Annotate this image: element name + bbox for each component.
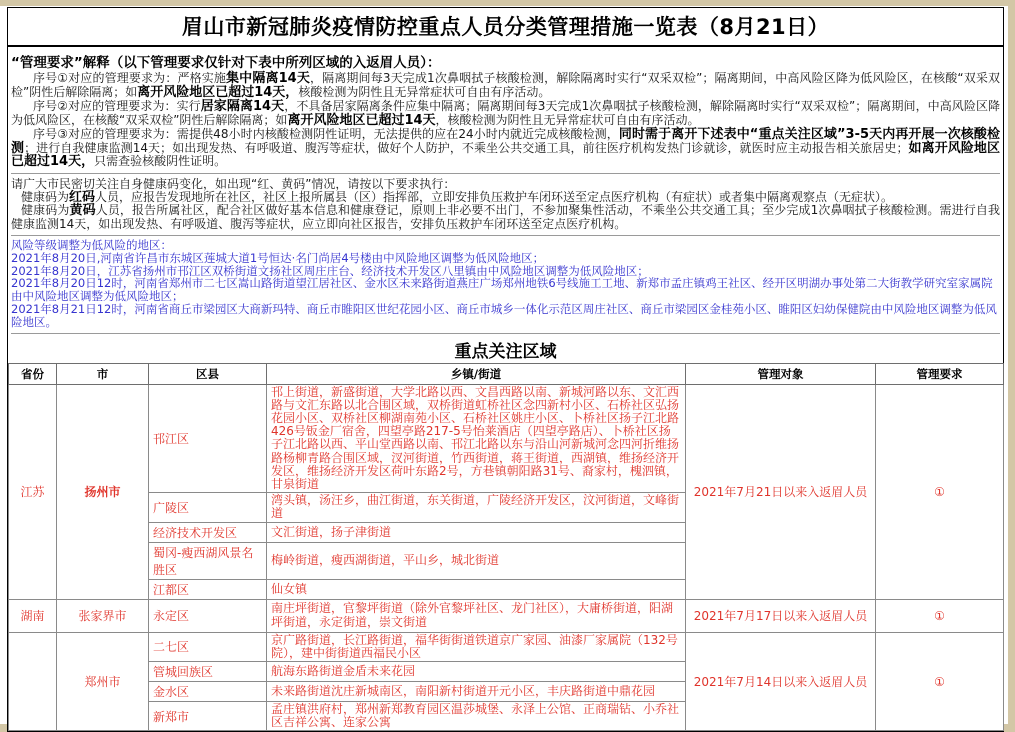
requirement-item-3 (11, 128, 1000, 169)
table-row (9, 632, 1004, 661)
section-divider-2 (11, 235, 1000, 236)
city-cell: 扬州市 (57, 384, 149, 599)
district-cell: 管城回族区 (149, 662, 267, 682)
risk-adjust-section (11, 239, 1000, 329)
yellowcode-bold: 黄码 (69, 203, 96, 218)
req2-text: 序号②对应的管理要求为：实行 (33, 99, 201, 113)
risk-adjust-line-2: 2021年8月20日，江苏省扬州市邗江区双桥街道文扬社区周庄庄台、经济技术开发区八里镇由中风险地区调整为低风险地区； (11, 263, 649, 278)
page-title: 眉山市新冠肺炎疫情防控重点人员分类管理措施一览表（8月21日） (8, 8, 1003, 47)
province-cell: 湖南 (9, 599, 57, 632)
streets-cell: 未来路街道沈庄新城南区，南阳新村街道开元小区，丰庆路街道中鼎花园 (267, 682, 686, 702)
district-cell: 经济技术开发区 (149, 522, 267, 542)
streets-cell: 湾头镇，汤汪乡，曲江街道，东关街道，广陵经济开发区，汶河街道，文峰街道 (267, 493, 686, 522)
city-cell: 张家界市 (57, 599, 149, 632)
table-header-row (9, 363, 1004, 384)
district-cell: 江都区 (149, 579, 267, 599)
streets-cell: 文汇街道，扬子津街道 (267, 522, 686, 542)
streets-cell: 京广路街道，长江路街道，福华街街道铁道京广家园、油漆厂家属院（132号院），建中街街道西福民小区 (267, 632, 686, 661)
col-header-city: 市 (57, 363, 149, 384)
req1-bold-2: 离开风险地区已超过14天， (137, 84, 299, 100)
req1-text: 序号①对应的管理要求为：严格实施 (33, 71, 227, 85)
req3-text: 序号③对应的管理要求为：需提供48小时内核酸检测阴性证明，无法提供的应在24小时内就近完成核酸检测， (33, 127, 619, 141)
section-divider-3 (11, 333, 1000, 334)
streets-cell: 梅岭街道，瘦西湖街道，平山乡，城北街道 (267, 542, 686, 579)
requirement-cell: ① (876, 384, 1004, 599)
col-header-streets: 乡镇/街道 (267, 363, 686, 384)
requirements-heading: “管理要求”解释（以下管理要求仅针对下表中所列区域的入返眉人员）： (11, 55, 441, 71)
streets-cell: 孟庄镇洪府村，郑州新郑教育园区温莎城堡、永泽上公馆、正商瑞钻、小乔社区吉祥公寓、连家公寓 (267, 702, 686, 731)
streets-cell: 航海东路街道金盾未来花园 (267, 662, 686, 682)
streets-cell: 南庄坪街道，官黎坪街道（除外官黎坪社区、龙门社区），大庸桥街道，阳湖坪街道，永定街道，崇文街道 (267, 599, 686, 632)
req1-text-3: 核酸检测为阴性且无异常症状可自由有序活动。 (298, 84, 551, 99)
req1-text-2: ，隔离期间每3天完成1次鼻咽拭子核酸检测，解除隔离时实行“双采双检”；隔离期间，中高风险区降为低风险区，在核酸“双采双检”阴性后解除隔离；如 (11, 71, 1000, 99)
redcode-paragraph (11, 191, 1000, 205)
risk-adjust-line-4: 2021年8月21日12时，河南省商丘市梁园区大商新玛特、商丘市睢阳区世纪花园小区、商丘市城乡一体化示范区周庄社区、商丘市梁园区金桂苑小区、睢阳区妇幼保健院由中风险地区调整为低风险地区。 (11, 301, 997, 329)
table-row (9, 384, 1004, 493)
city-cell: 郑州市 (57, 632, 149, 731)
district-cell: 二七区 (149, 632, 267, 661)
yellowcode-text-2: 人员，报告所属社区，配合社区做好基本信息和健康登记，原则上非必要不出门，不参加聚集性活动，不乘坐公共交通工具；至少完成1次鼻咽拭子核酸检测。需进行自我健康监测14天，如出现发热、有呼吸道、腹泻等症状，应立即向社区报告，安排负压救护车闭环送至定点医疗机构。 (11, 203, 1000, 231)
notice-document (7, 7, 1004, 732)
district-cell: 蜀冈-瘦西湖风景名胜区 (149, 542, 267, 579)
district-cell: 永定区 (149, 599, 267, 632)
streets-cell: 仙女镇 (267, 579, 686, 599)
requirement-item-2 (11, 100, 1000, 127)
province-cell: 江苏 (9, 384, 57, 599)
district-cell: 新郑市 (149, 702, 267, 731)
healthcode-heading: 请广大市民密切关注自身健康码变化，如出现“红、黄码”情况，请按以下要求执行： (11, 176, 456, 191)
section-divider-1 (11, 173, 1000, 174)
district-cell: 邗江区 (149, 384, 267, 493)
redcode-text: 健康码为 (21, 189, 70, 204)
risk-adjust-heading: 风险等级调整为低风险的地区： (11, 238, 172, 252)
table-row (9, 599, 1004, 632)
req3-bold-2: 如离开风险地区已超过14天， (11, 140, 1000, 169)
req3-text-3: 只需查验核酸阴性证明。 (94, 154, 227, 168)
district-cell: 广陵区 (149, 493, 267, 522)
risk-adjust-line-3: 2021年8月20日12时，河南省郑州市二七区嵩山路街道望江居社区、金水区未来路街道燕庄广场郑州地铁6号线施工工地、新郑市孟庄镇鸡王社区、经开区明湖办事处第二大街教学研究室家属院由中风险地区调整为低风险地区； (11, 276, 993, 304)
requirement-cell: ① (876, 599, 1004, 632)
req2-bold-2: 离开风险地区已超过14天 (287, 112, 436, 128)
focus-areas-table (8, 363, 1004, 732)
streets-cell: 邗上街道，新盛街道，大学北路以西、文昌西路以南、新城河路以东、文汇西路与文汇东路以北合围区域，双桥街道虹桥社区念四新村小区、石桥社区弘扬花园小区、双桥社区柳湖南苑小区、石桥社区姚庄小区、卜桥社区扬子江北路426号钣金厂宿舍，四望亭路217-5号怡莱酒店（四望亭路店）、卜桥社区扬子江北路以西、平山堂西路以南、邗江北路以东与沿山河新城河念四河折维扬路杨柳青路合围区域，汊河街道，竹西街道，蒋王街道，西湖镇，维扬经济开发区，维扬经济开发区荷叶东路2号，方巷镇朝阳路31号、裔家村，槐泗镇，甘泉街道 (267, 384, 686, 493)
subject-cell: 2021年7月17日以来入返眉人员 (686, 599, 876, 632)
redcode-text-2: 人员，应报告发现地所在社区，社区上报所属县（区）指挥部，立即安排负压救护车闭环送至定点医疗机构（有症状）或者集中隔离观察点（无症状）。 (95, 189, 894, 204)
req3-bold-1: 同时需于离开下述表中“重点关注区域”3-5天内再开展一次核酸检测 (11, 127, 1000, 156)
req2-text-3: ，核酸检测为阴性且无异常症状可自由有序活动。 (435, 112, 700, 127)
subject-cell: 2021年7月14日以来入返眉人员 (686, 632, 876, 731)
req2-bold-1: 居家隔离14天 (200, 99, 285, 114)
requirement-cell: ① (876, 632, 1004, 731)
req3-text-2: ；进行自我健康监测14天；如出现发热、有呼吸道、腹泻等症状，做好个人防护，不乘坐公共交通工具，前往医疗机构发热门诊就诊，就医时应主动报告相关旅居史； (24, 140, 909, 155)
risk-adjust-line-1: 2021年8月20日,河南省许昌市东城区莲城大道1号恒达·名门尚居4号楼由中风险地区调整为低风险地区； (11, 250, 545, 265)
req1-bold-1: 集中隔离14天 (226, 71, 310, 86)
req2-text-2: ，不具备居家隔离条件应集中隔离；隔离期间每3天完成1次鼻咽拭子核酸检测，解除隔离时实行“双采双检”；隔离期间，中高风险区降为低风险区，在核酸“双采双检”阴性后解除隔离；如 (11, 99, 1001, 127)
yellowcode-paragraph (11, 204, 1000, 231)
yellowcode-text: 健康码为 (21, 203, 70, 217)
requirement-item-1 (11, 72, 1000, 99)
subject-cell: 2021年7月21日以来入返眉人员 (686, 384, 876, 599)
focus-areas-title: 重点关注区域 (454, 341, 557, 362)
redcode-bold: 红码 (69, 189, 96, 205)
province-cell (9, 632, 57, 731)
col-header-requirement: 管理要求 (876, 363, 1004, 384)
district-cell: 金水区 (149, 682, 267, 702)
col-header-province: 省份 (9, 363, 57, 384)
col-header-district: 区县 (149, 363, 267, 384)
document-body (8, 47, 1003, 362)
col-header-subject: 管理对象 (686, 363, 876, 384)
